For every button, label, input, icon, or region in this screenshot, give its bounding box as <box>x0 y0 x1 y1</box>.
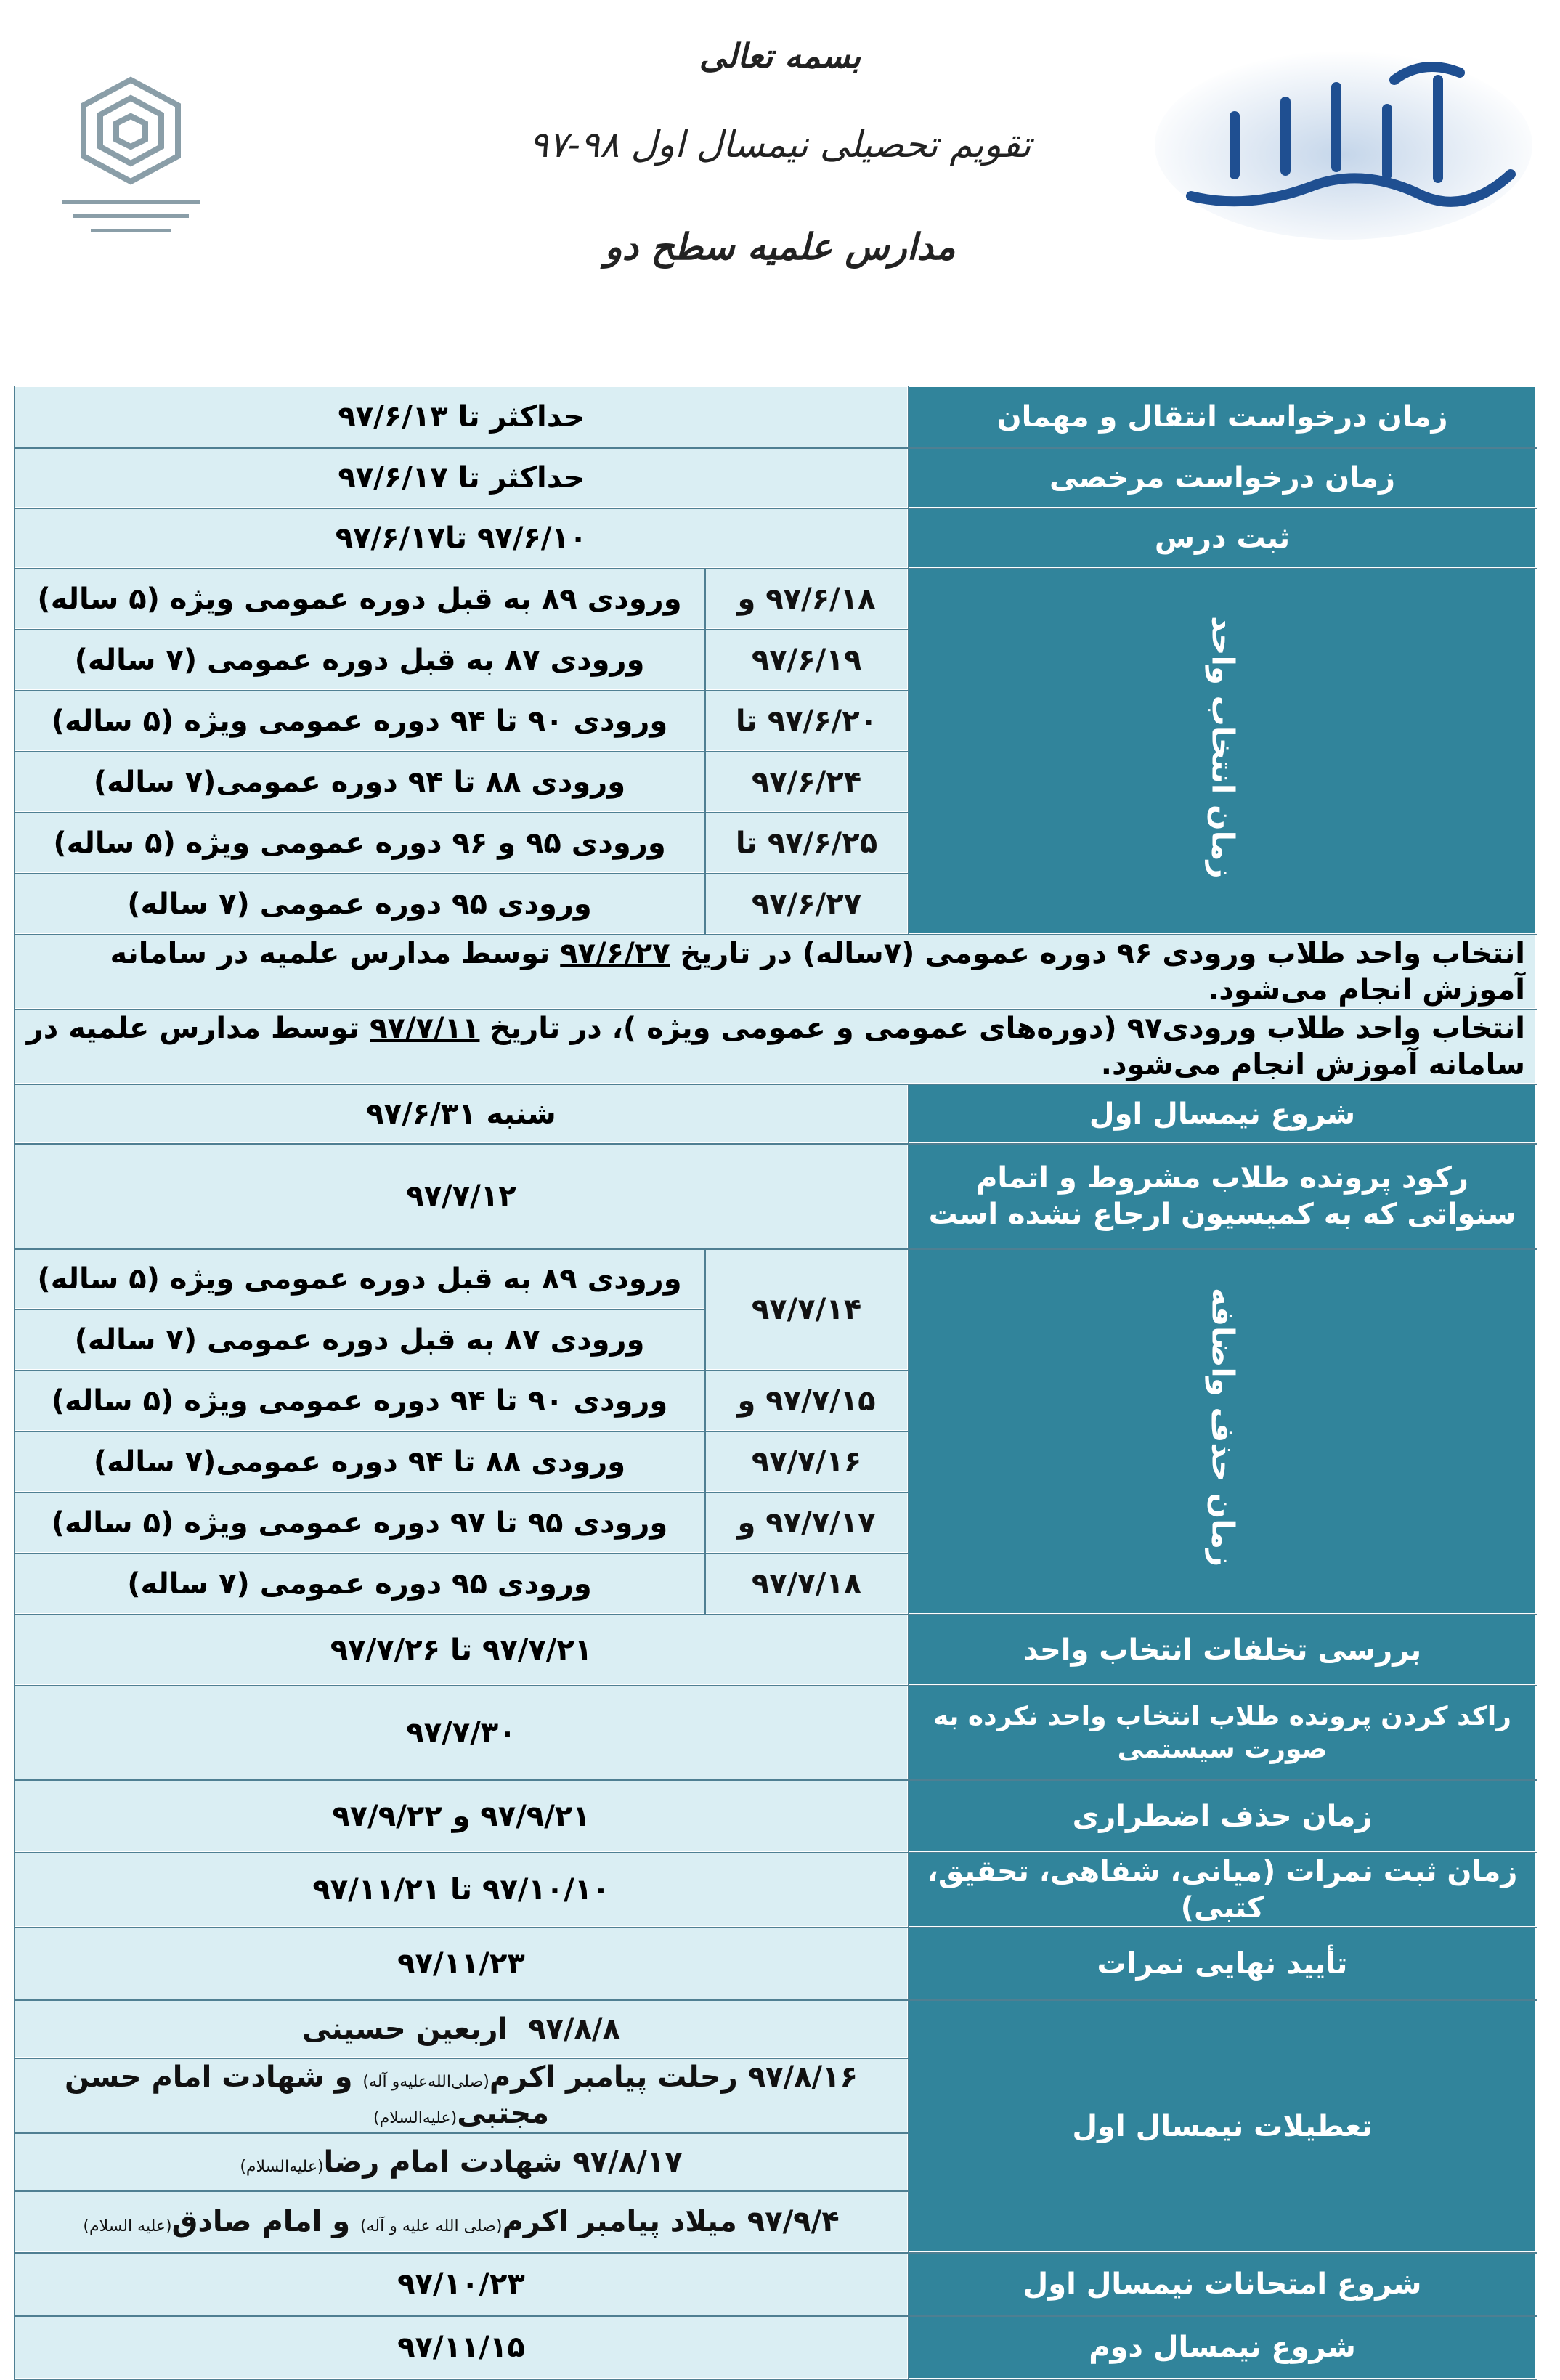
row-label: زمان درخواست مرخصی <box>909 448 1537 508</box>
row-label: زمان حذف اضطراری <box>909 1780 1537 1853</box>
table-row <box>15 1615 1537 1686</box>
row-value: ۹۷/۶/۱۰ تا۹۷/۶/۱۷ <box>15 508 909 569</box>
table-row <box>15 386 1537 448</box>
group-entry: ورودی ۹۵ و ۹۶ دوره عمومی ویژه (۵ ساله) <box>15 813 705 874</box>
holiday-item: ۹۷/۹/۴ میلاد پیامبر اکرم(صلی الله علیه و آله) و امام صادق(علیه السلام) <box>15 2191 909 2253</box>
row-label: زمان ثبت نمرات (میانی، شفاهی، تحقیق، کتبی) <box>909 1853 1537 1928</box>
holiday-item: ۹۷/۸/۸ اربعین حسینی <box>15 2000 909 2058</box>
row-value: ۹۷/۹/۲۱ و ۹۷/۹/۲۲ <box>15 1780 909 1853</box>
note-date: ۹۷/۶/۲۷ <box>560 937 670 970</box>
group-entry: ورودی ۸۸ تا ۹۴ دوره عمومی(۷ ساله) <box>15 1431 705 1492</box>
group-date: ۹۷/۶/۱۹ <box>705 630 909 691</box>
group-date: ۹۷/۷/۱۴ <box>705 1249 909 1370</box>
table-row <box>15 1010 1537 1084</box>
row-label: تأیید نهایی نمرات <box>909 1928 1537 2000</box>
table-row <box>15 1780 1537 1853</box>
calendar-title: تقویم تحصیلی نیمسال اول ۹۸-۹۷ <box>529 123 1031 166</box>
row-value: ۹۷/۱۰/۱۰ تا ۹۷/۱۱/۲۱ <box>15 1853 909 1928</box>
table-row <box>15 508 1537 569</box>
row-value: ۹۷/۱۰/۲۳ <box>15 2253 909 2316</box>
group-date: ۹۷/۶/۲۷ <box>705 874 909 935</box>
group-date: ۹۷/۶/۲۴ <box>705 752 909 813</box>
table-row <box>15 1928 1537 2000</box>
group-entry: ورودی ۸۷ به قبل دوره عمومی (۷ ساله) <box>15 1309 705 1370</box>
group-date: ۹۷/۶/۲۰ تا <box>705 691 909 752</box>
row-label: شروع نیمسال اول <box>909 1084 1537 1144</box>
row-value: ۹۷/۷/۳۰ <box>15 1686 909 1780</box>
table-row <box>15 2000 1537 2058</box>
table-row <box>15 1853 1537 1928</box>
row-label: رکود پرونده طلاب مشروط و اتمام سنواتی که به کمیسیون ارجاع نشده است <box>909 1144 1537 1249</box>
note-96-entry: انتخاب واحد طلاب ورودی ۹۶ دوره عمومی (۷ساله) در تاریخ ۹۷/۶/۲۷ توسط مدارس علمیه در سامانه آموزش انجام می‌شود. <box>15 935 1537 1010</box>
row-value: حداکثر تا ۹۷/۶/۱۷ <box>15 448 909 508</box>
holiday-item: ۹۷/۸/۱۷ شهادت امام رضا(علیه‌السلام) <box>15 2133 909 2191</box>
holiday-item: ۹۷/۸/۱۶ رحلت پیامبر اکرم(صلی‌الله‌علیه‌و آله) و شهادت امام حسن مجتبی(علیه‌السلام) <box>15 2058 909 2133</box>
group-entry: ورودی ۸۹ به قبل دوره عمومی ویژه (۵ ساله) <box>15 1249 705 1309</box>
row-value: ۹۷/۱۱/۱۵ <box>15 2316 909 2379</box>
group-entry: ورودی ۸۹ به قبل دوره عمومی ویژه (۵ ساله) <box>15 569 705 630</box>
table-row <box>15 448 1537 508</box>
group-entry: ورودی ۹۵ تا ۹۷ دوره عمومی ویژه (۵ ساله) <box>15 1492 705 1554</box>
basmala: بسمه تعالی <box>699 36 861 76</box>
group-date: ۹۷/۷/۱۶ <box>705 1431 909 1492</box>
row-label: ثبت درس <box>909 508 1537 569</box>
group-entry: ورودی ۸۷ به قبل دوره عمومی (۷ ساله) <box>15 630 705 691</box>
row-value: ۹۷/۱۱/۲۳ <box>15 1928 909 2000</box>
row-label: بررسی تخلفات انتخاب واحد <box>909 1615 1537 1686</box>
group-date: ۹۷/۷/۱۵ و <box>705 1370 909 1431</box>
note-date: ۹۷/۷/۱۱ <box>370 1012 480 1045</box>
row-value: شنبه ۹۷/۶/۳۱ <box>15 1084 909 1144</box>
table-row <box>15 1084 1537 1144</box>
table-row <box>15 1686 1537 1780</box>
table-row <box>15 1249 1537 1309</box>
add-drop-label: زمان حذف واضافه <box>909 1249 1537 1615</box>
row-label: زمان درخواست انتقال و مهمان <box>909 386 1537 448</box>
row-label: شروع نیمسال دوم <box>909 2316 1537 2379</box>
table-row <box>15 935 1537 1010</box>
note-97-entry: انتخاب واحد طلاب ورودی۹۷ (دوره‌های عمومی و عمومی ویژه )، در تاریخ ۹۷/۷/۱۱ توسط مدارس علمیه در سامانه آموزش انجام می‌شود. <box>15 1010 1537 1084</box>
unit-selection-label: زمان انتخاب واحد <box>909 569 1537 935</box>
holidays-label: تعطیلات نیمسال اول <box>909 2000 1537 2253</box>
row-value: حداکثر تا ۹۷/۶/۱۳ <box>15 386 909 448</box>
row-value: ۹۷/۷/۱۲ <box>15 1144 909 1249</box>
table-row <box>15 1144 1537 1249</box>
page-header <box>0 0 1560 378</box>
group-date: ۹۷/۶/۱۸ و <box>705 569 909 630</box>
row-label: راکد کردن پرونده طلاب انتخاب واحد نکرده به صورت سیستمی <box>909 1686 1537 1780</box>
group-entry: ورودی ۸۸ تا ۹۴ دوره عمومی(۷ ساله) <box>15 752 705 813</box>
row-label: شروع امتحانات نیمسال اول <box>909 2253 1537 2316</box>
group-date: ۹۷/۷/۱۷ و <box>705 1492 909 1554</box>
seal-logo-icon <box>51 73 211 247</box>
group-entry: ورودی ۹۰ تا ۹۴ دوره عمومی ویژه (۵ ساله) <box>15 1370 705 1431</box>
calendar-subtitle: مدارس علمیه سطح دو <box>604 225 956 268</box>
group-entry: ورودی ۹۵ دوره عمومی (۷ ساله) <box>15 874 705 935</box>
group-date: ۹۷/۷/۱۸ <box>705 1554 909 1615</box>
calligraphy-logo-icon <box>1147 29 1540 247</box>
table-row <box>15 2253 1537 2316</box>
group-date: ۹۷/۶/۲۵ تا <box>705 813 909 874</box>
row-value: ۹۷/۷/۲۱ تا ۹۷/۷/۲۶ <box>15 1615 909 1686</box>
academic-calendar-table <box>13 385 1537 2380</box>
group-entry: ورودی ۹۵ دوره عمومی (۷ ساله) <box>15 1554 705 1615</box>
table-row <box>15 2316 1537 2379</box>
table-row <box>15 569 1537 630</box>
group-entry: ورودی ۹۰ تا ۹۴ دوره عمومی ویژه (۵ ساله) <box>15 691 705 752</box>
